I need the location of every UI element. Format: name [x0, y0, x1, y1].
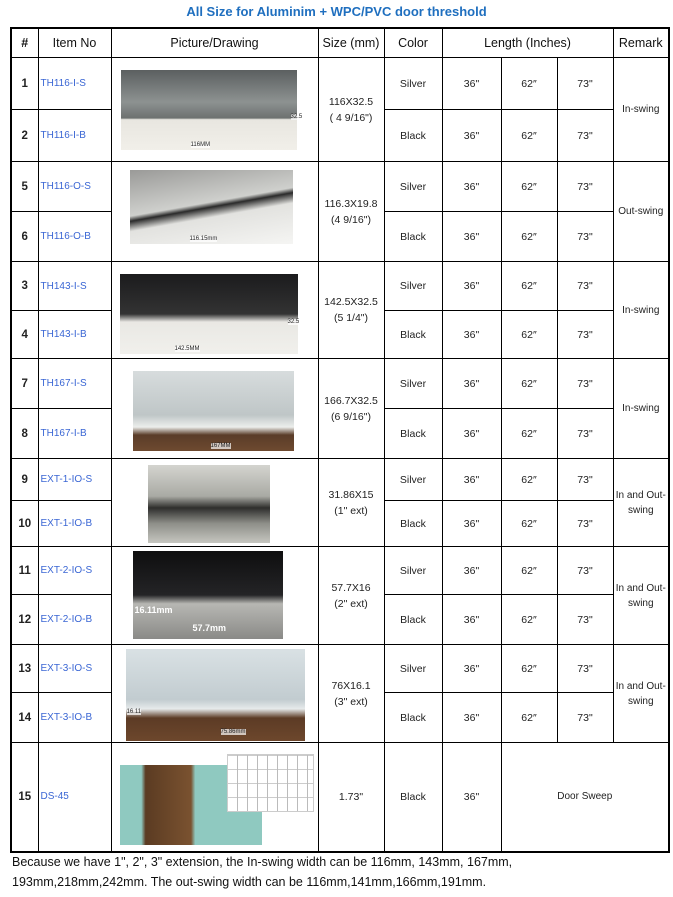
row-number: 13 [11, 645, 38, 693]
dimension-label: 32.5 [290, 114, 303, 120]
length-value: 62″ [501, 58, 557, 110]
item-number-link[interactable]: DS-45 [38, 743, 111, 852]
item-number-link[interactable]: TH143-I-S [38, 262, 111, 311]
color-value: Black [384, 693, 442, 743]
product-image [126, 649, 305, 741]
length-value: 62″ [501, 409, 557, 459]
item-number-link[interactable]: TH167-I-S [38, 359, 111, 409]
length-value: 36" [442, 58, 501, 110]
footer-line: Because we have 1", 2", 3" extension, the In-swing width can be 116mm, 143mm, 167mm, [12, 855, 513, 869]
length-value: 36" [442, 595, 501, 645]
product-image [130, 170, 293, 244]
item-number-link[interactable]: EXT-1-IO-S [38, 459, 111, 501]
product-image [120, 274, 298, 354]
remark-value: In-swing [613, 58, 669, 162]
row-number: 4 [11, 311, 38, 359]
color-value: Black [384, 311, 442, 359]
length-value: 73" [557, 311, 613, 359]
row-number: 10 [11, 501, 38, 547]
color-value: Black [384, 743, 442, 852]
header-color: Color [384, 28, 442, 58]
table-row [11, 262, 669, 311]
length-value: 36" [442, 110, 501, 162]
size-value: 1.73" [318, 743, 384, 852]
length-value: 36" [442, 743, 501, 852]
row-number: 6 [11, 212, 38, 262]
item-number-link[interactable]: TH116-O-S [38, 162, 111, 212]
header-length: Length (Inches) [442, 28, 613, 58]
item-number-link[interactable]: EXT-3-IO-B [38, 693, 111, 743]
item-number-link[interactable]: EXT-1-IO-B [38, 501, 111, 547]
header-num: # [11, 28, 38, 58]
product-image [121, 70, 303, 150]
item-number-link[interactable]: EXT-2-IO-S [38, 547, 111, 595]
row-number: 8 [11, 409, 38, 459]
color-value: Silver [384, 162, 442, 212]
length-value: 73" [557, 212, 613, 262]
table-row [11, 162, 669, 212]
length-value: 62″ [501, 162, 557, 212]
table-row [11, 645, 669, 693]
length-value: 62″ [501, 501, 557, 547]
size-value: 31.86X15 (1" ext) [318, 459, 384, 547]
length-value: 73" [557, 359, 613, 409]
length-value: 73" [557, 693, 613, 743]
row-number: 1 [11, 58, 38, 110]
product-picture-cell [111, 547, 318, 645]
color-value: Silver [384, 58, 442, 110]
product-picture-cell [111, 58, 318, 162]
product-image [148, 465, 270, 543]
length-value: 62″ [501, 595, 557, 645]
dimension-label: 16.11 [126, 709, 142, 715]
color-value: Silver [384, 459, 442, 501]
table-row [11, 459, 669, 501]
item-number-link[interactable]: TH116-I-B [38, 110, 111, 162]
remark-value: Out-swing [613, 162, 669, 262]
color-value: Black [384, 501, 442, 547]
row-number: 11 [11, 547, 38, 595]
length-value: 62″ [501, 693, 557, 743]
item-number-link[interactable]: TH167-I-B [38, 409, 111, 459]
length-value: 36" [442, 212, 501, 262]
product-picture-cell [111, 262, 318, 359]
table-row [11, 547, 669, 595]
length-value: 73" [557, 110, 613, 162]
item-number-link[interactable]: TH116-I-S [38, 58, 111, 110]
dimension-label: 142.5MM [174, 346, 200, 352]
length-value: 62″ [501, 547, 557, 595]
remark-value: In and Out- swing [613, 459, 669, 547]
length-value: 62″ [501, 262, 557, 311]
header-remark: Remark [613, 28, 669, 58]
dimension-label: 116MM [190, 142, 211, 148]
dimension-label: 32.5 [287, 319, 300, 325]
length-value: 73" [557, 645, 613, 693]
length-value: 73" [557, 262, 613, 311]
color-value: Black [384, 110, 442, 162]
dimension-label: 57.7mm [192, 623, 227, 633]
length-value: 62″ [501, 459, 557, 501]
threshold-table [10, 27, 670, 853]
size-value: 57.7X16 (2" ext) [318, 547, 384, 645]
length-value: 73" [557, 58, 613, 110]
row-number: 12 [11, 595, 38, 645]
length-value: 36" [442, 693, 501, 743]
length-value: 73" [557, 409, 613, 459]
dimension-label: 16.11mm [134, 605, 173, 615]
header-row [11, 28, 669, 58]
size-value: 166.7X32.5 (6 9/16") [318, 359, 384, 459]
size-value: 76X16.1 (3" ext) [318, 645, 384, 743]
product-picture-cell [111, 459, 318, 547]
color-value: Silver [384, 547, 442, 595]
header-size: Size (mm) [318, 28, 384, 58]
length-value: 73" [557, 162, 613, 212]
length-value: 36" [442, 547, 501, 595]
length-value: 62″ [501, 359, 557, 409]
length-value: 73" [557, 595, 613, 645]
size-value: 116.3X19.8 (4 9/16") [318, 162, 384, 262]
length-value: 36" [442, 359, 501, 409]
row-number: 2 [11, 110, 38, 162]
row-number: 7 [11, 359, 38, 409]
length-value: 36" [442, 645, 501, 693]
header-picture: Picture/Drawing [111, 28, 318, 58]
row-number: 5 [11, 162, 38, 212]
item-number-link[interactable]: TH116-O-B [38, 212, 111, 262]
length-value: 62″ [501, 645, 557, 693]
table-row [11, 359, 669, 409]
color-value: Silver [384, 359, 442, 409]
color-value: Black [384, 409, 442, 459]
length-value: 73" [557, 501, 613, 547]
dimension-label: 167MM [210, 443, 231, 449]
table-row [11, 58, 669, 110]
remark-value: In-swing [613, 262, 669, 359]
length-value: 36" [442, 409, 501, 459]
document-title: All Size for Aluminim + WPC/PVC door threshold [186, 4, 487, 19]
row-number: 14 [11, 693, 38, 743]
length-value: 36" [442, 459, 501, 501]
remark-value: Door Sweep [501, 743, 669, 852]
length-value: 62″ [501, 212, 557, 262]
product-image [133, 551, 283, 639]
dimension-label: 75.86mm [220, 729, 246, 735]
length-value: 36" [442, 162, 501, 212]
remark-value: In and Out- swing [613, 645, 669, 743]
item-number-link[interactable]: EXT-3-IO-S [38, 645, 111, 693]
color-value: Black [384, 595, 442, 645]
product-picture-cell [111, 359, 318, 459]
product-picture-cell [111, 645, 318, 743]
product-picture-cell [111, 743, 318, 852]
item-number-link[interactable]: TH143-I-B [38, 311, 111, 359]
row-number: 15 [11, 743, 38, 852]
item-number-link[interactable]: EXT-2-IO-B [38, 595, 111, 645]
length-value: 62″ [501, 110, 557, 162]
color-value: Black [384, 212, 442, 262]
size-value: 116X32.5 ( 4 9/16") [318, 58, 384, 162]
length-value: 36" [442, 501, 501, 547]
row-number: 9 [11, 459, 38, 501]
length-value: 73" [557, 459, 613, 501]
table-row [11, 743, 669, 852]
remark-value: In and Out- swing [613, 547, 669, 645]
technical-drawing [227, 754, 314, 812]
color-value: Silver [384, 645, 442, 693]
length-value: 62″ [501, 311, 557, 359]
color-value: Silver [384, 262, 442, 311]
header-item: Item No [38, 28, 111, 58]
product-image [133, 371, 294, 451]
remark-value: In-swing [613, 359, 669, 459]
dimension-label: 116.15mm [189, 236, 218, 242]
length-value: 36" [442, 311, 501, 359]
product-picture-cell [111, 162, 318, 262]
size-value: 142.5X32.5 (5 1/4") [318, 262, 384, 359]
length-value: 36" [442, 262, 501, 311]
row-number: 3 [11, 262, 38, 311]
length-value: 73" [557, 547, 613, 595]
footer-line: 193mm,218mm,242mm. The out-swing width can be 116mm,141mm,166mm,191mm. [12, 875, 487, 889]
footer-note [12, 852, 512, 892]
